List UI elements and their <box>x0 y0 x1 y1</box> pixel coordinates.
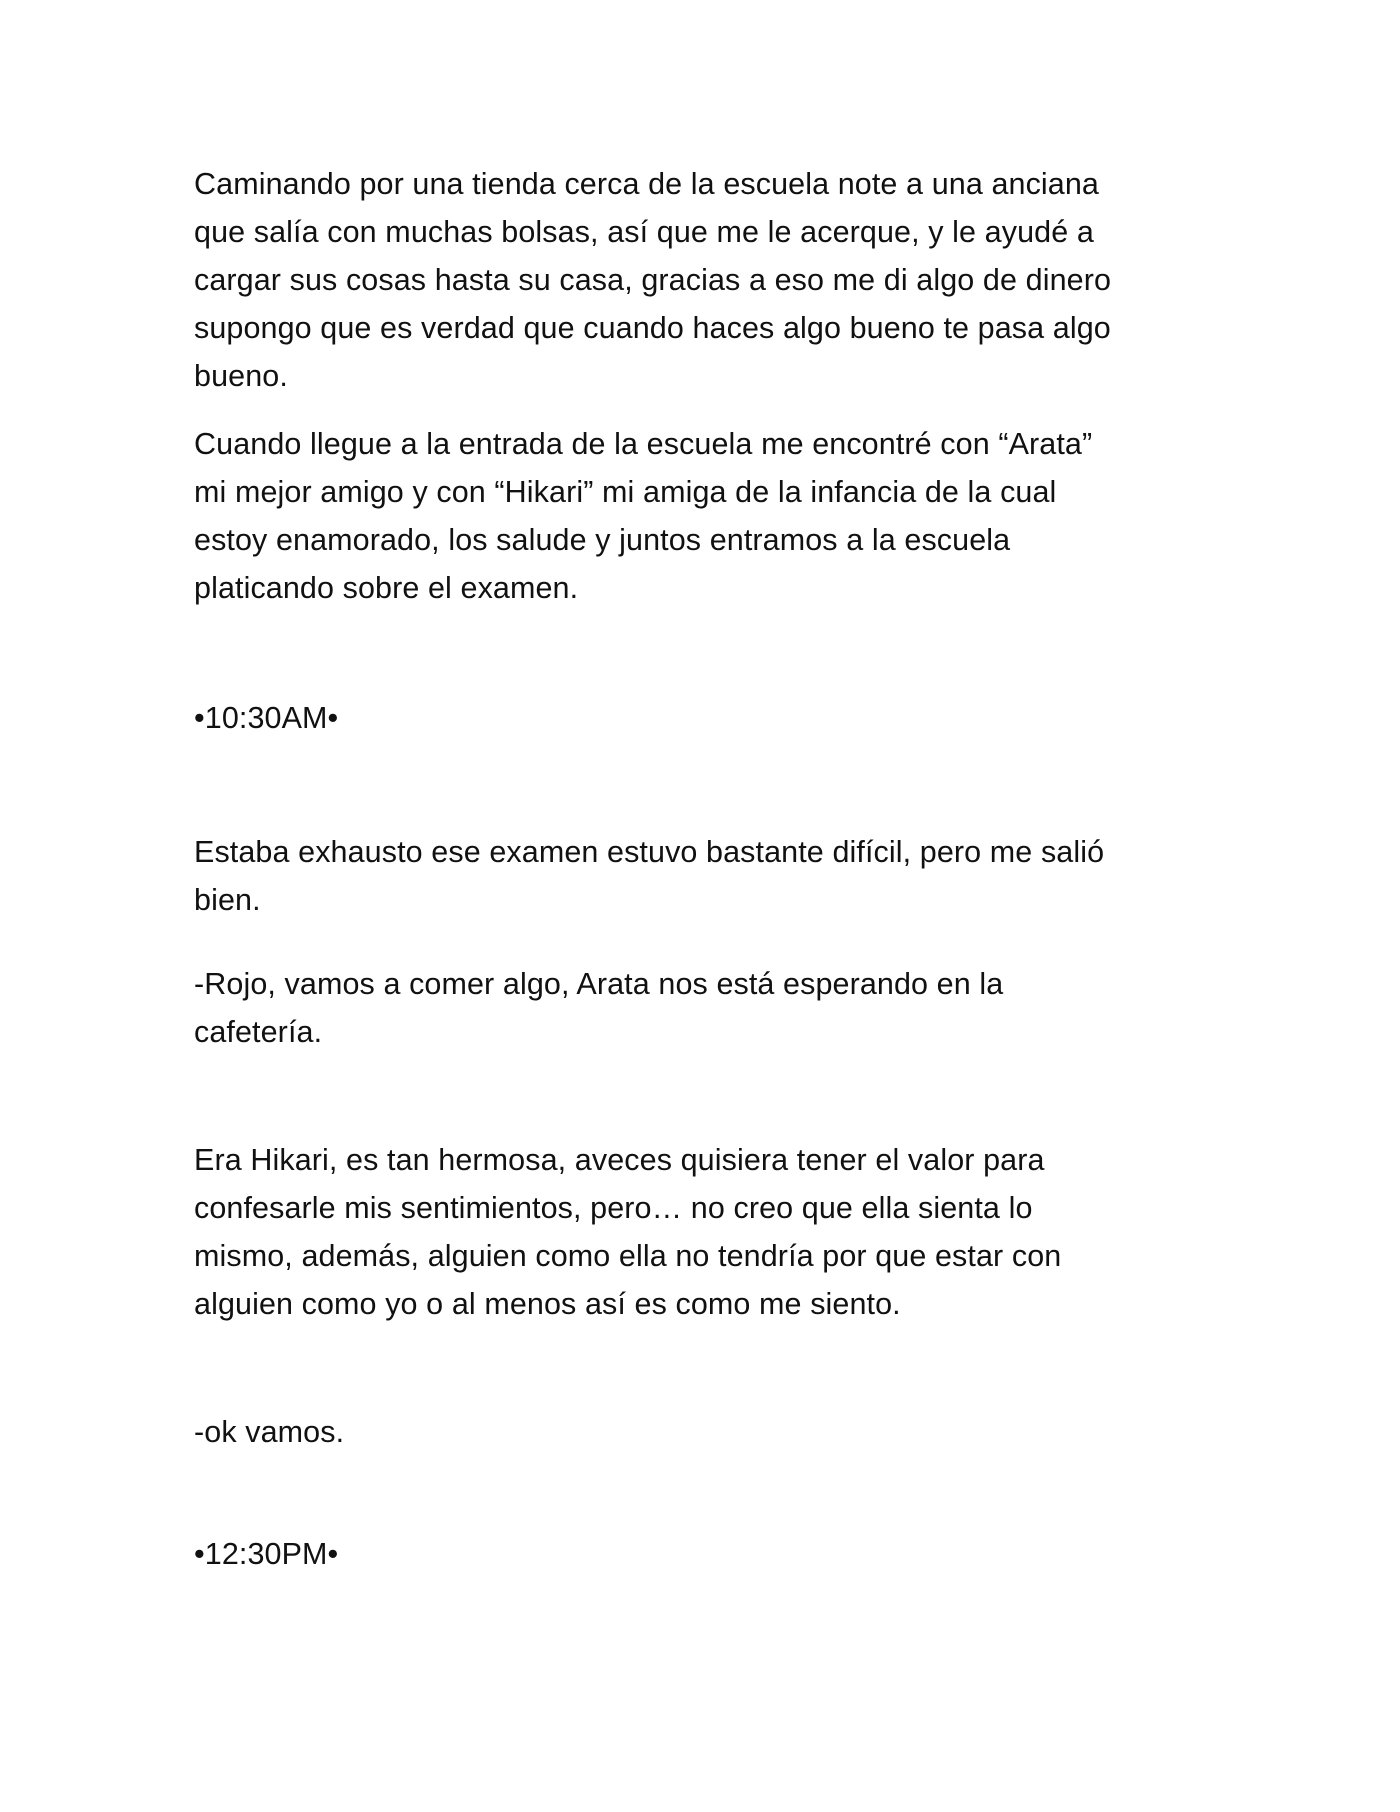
timestamp-1030am: •10:30AM• <box>194 701 339 735</box>
timestamp-1230pm: •12:30PM• <box>194 1537 339 1571</box>
paragraph-hikari: Era Hikari, es tan hermosa, aveces quisiera tener el valor para confesarle mis sentimientos, pero… no creo que ella sienta lo mismo, además, alguien como ella no tendría por que estar con alguien como yo o al menos así es como me siento. <box>194 1143 1062 1321</box>
paragraph-school-entrance: Cuando llegue a la entrada de la escuela me encontré con “Arata” mi mejor amigo y con “Hikari” mi amiga de la infancia de la cual estoy enamorado, los salude y juntos entramos a la escuela platicando sobre el examen. <box>194 427 1093 605</box>
paragraph-exam: Estaba exhausto ese examen estuvo bastante difícil, pero me salió bien. <box>194 835 1105 917</box>
dialogue-ok-vamos: -ok vamos. <box>194 1415 345 1449</box>
paragraph-store-walk: Caminando por una tienda cerca de la escuela note a una anciana que salía con muchas bolsas, así que me le acerque, y le ayudé a cargar sus cosas hasta su casa, gracias a eso me di algo de dinero supongo que es verdad que cuando haces algo bueno te pasa algo bueno. <box>194 167 1112 393</box>
dialogue-rojo: -Rojo, vamos a comer algo, Arata nos está esperando en la cafetería. <box>194 967 1004 1049</box>
